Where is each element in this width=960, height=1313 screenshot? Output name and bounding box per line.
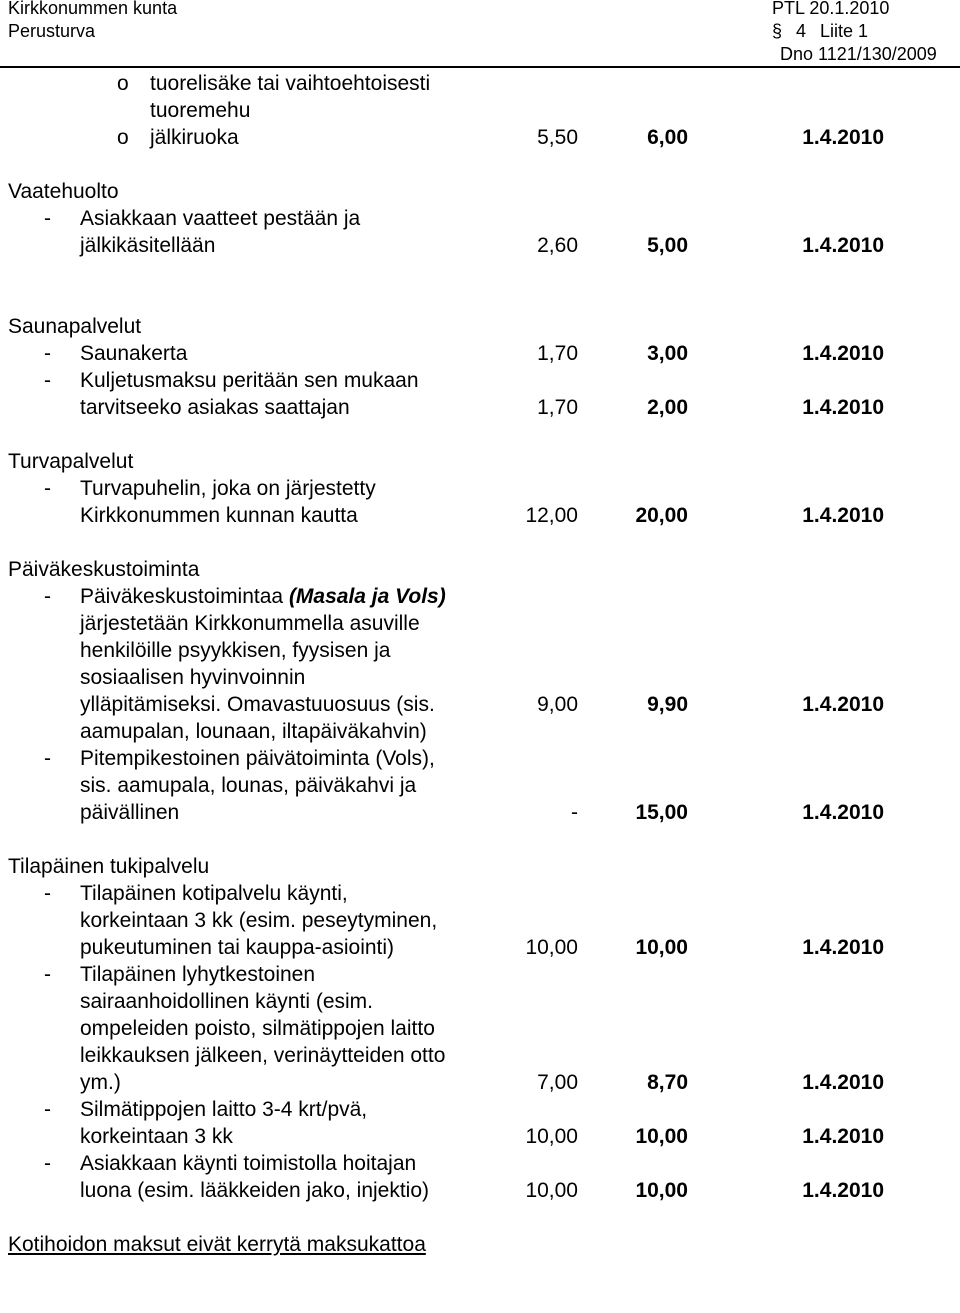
dash-marker: - <box>44 747 51 770</box>
section-symbol: § <box>772 21 783 41</box>
section-title: Vaatehuolto <box>8 180 119 203</box>
item-line: henkilöille psyykkisen, fyysisen ja <box>80 639 391 662</box>
effective-date: 1.4.2010 <box>802 1179 884 1202</box>
item-line: ym.) <box>80 1071 121 1094</box>
new-fee: 6,00 <box>647 126 688 149</box>
item-line: järjestetään Kirkkonummella asuville <box>80 612 420 635</box>
old-fee: 1,70 <box>537 396 578 419</box>
effective-date: 1.4.2010 <box>802 504 884 527</box>
diary-number: Dno 1121/130/2009 <box>780 44 937 64</box>
header-divider <box>0 66 960 68</box>
old-fee: 1,70 <box>537 342 578 365</box>
old-fee: 9,00 <box>537 693 578 716</box>
org-name: Kirkkonummen kunta <box>8 0 178 18</box>
effective-date: 1.4.2010 <box>802 396 884 419</box>
new-fee: 3,00 <box>647 342 688 365</box>
item-line: ylläpitämiseksi. Omavastuuosuus (sis. <box>80 693 435 716</box>
dash-marker: - <box>44 1098 51 1121</box>
old-fee: 10,00 <box>525 1179 578 1202</box>
section-title: Tilapäinen tukipalvelu <box>8 855 210 878</box>
department-name: Perusturva <box>8 21 96 41</box>
meal-item-line: jälkiruoka <box>150 126 239 149</box>
item-line: Tilapäinen kotipalvelu käynti, <box>80 882 348 905</box>
item-line: korkeintaan 3 kk <box>80 1125 233 1148</box>
section-number: 4 <box>796 21 807 41</box>
effective-date: 1.4.2010 <box>802 1125 884 1148</box>
old-fee: 5,50 <box>537 126 578 149</box>
item-line: Saunakerta <box>80 342 188 365</box>
effective-date: 1.4.2010 <box>802 693 884 716</box>
meal-item-line: tuorelisäke tai vaihtoehtoisesti <box>150 72 431 95</box>
item-line: leikkauksen jälkeen, verinäytteiden otto <box>80 1044 446 1067</box>
effective-date: 1.4.2010 <box>802 1071 884 1094</box>
effective-date: 1.4.2010 <box>802 342 884 365</box>
dash-marker: - <box>44 477 51 500</box>
effective-date: 1.4.2010 <box>802 126 884 149</box>
item-line: tarvitseeko asiakas saattajan <box>80 396 350 419</box>
item-line <box>80 583 446 610</box>
attachment-label: Liite 1 <box>820 21 869 41</box>
bullet-marker: o <box>117 72 129 95</box>
item-line: Kuljetusmaksu peritään sen mukaan <box>80 369 419 392</box>
old-fee: 7,00 <box>537 1071 578 1094</box>
item-line: luona (esim. lääkkeiden jako, injektio) <box>80 1179 430 1202</box>
item-line: pukeutuminen tai kauppa-asiointi) <box>80 936 395 959</box>
dash-marker: - <box>44 585 51 608</box>
item-line: Asiakkaan käynti toimistolla hoitajan <box>80 1152 417 1175</box>
effective-date: 1.4.2010 <box>802 936 884 959</box>
effective-date: 1.4.2010 <box>802 234 884 257</box>
item-line: jälkikäsitellään <box>80 234 216 257</box>
new-fee: 5,00 <box>647 234 688 257</box>
old-fee: 10,00 <box>525 936 578 959</box>
old-fee: - <box>571 801 578 824</box>
dash-marker: - <box>44 342 51 365</box>
dash-marker: - <box>44 882 51 905</box>
section-title: Turvapalvelut <box>8 450 134 473</box>
item-line: sairaanhoidollinen käynti (esim. <box>80 990 373 1013</box>
item-line: sosiaalisen hyvinvoinnin <box>80 666 306 689</box>
new-fee: 10,00 <box>635 1125 688 1148</box>
new-fee: 20,00 <box>635 504 688 527</box>
location-emphasis: (Masala ja Vols) <box>288 585 446 608</box>
dash-marker: - <box>44 369 51 392</box>
item-text: Päiväkeskustoimintaa <box>80 585 289 608</box>
item-line: Silmätippojen laitto 3-4 krt/pvä, <box>80 1098 368 1121</box>
bullet-marker: o <box>117 126 129 149</box>
dash-marker: - <box>44 207 51 230</box>
section-title: Saunapalvelut <box>8 315 142 338</box>
meeting-ref: PTL 20.1.2010 <box>772 0 890 18</box>
item-line: aamupalan, lounaan, iltapäiväkahvin) <box>80 720 427 743</box>
item-line: Asiakkaan vaatteet pestään ja <box>80 207 361 230</box>
section-ref <box>772 20 952 43</box>
old-fee: 12,00 <box>525 504 578 527</box>
item-line: Tilapäinen lyhytkestoinen <box>80 963 316 986</box>
old-fee: 10,00 <box>525 1125 578 1148</box>
item-line: korkeintaan 3 kk (esim. peseytyminen, <box>80 909 438 932</box>
page-header <box>8 0 952 64</box>
new-fee: 9,90 <box>647 693 688 716</box>
new-fee: 10,00 <box>635 936 688 959</box>
item-line: Turvapuhelin, joka on järjestetty <box>80 477 376 500</box>
dash-marker: - <box>44 1152 51 1175</box>
item-line: sis. aamupala, lounas, päiväkahvi ja <box>80 774 417 797</box>
item-line: ompeleiden poisto, silmätippojen laitto <box>80 1017 435 1040</box>
meal-item-line: tuoremehu <box>150 99 251 122</box>
dash-marker: - <box>44 963 51 986</box>
item-line: Pitempikestoinen päivätoiminta (Vols), <box>80 747 435 770</box>
new-fee: 8,70 <box>647 1071 688 1094</box>
item-line: Kirkkonummen kunnan kautta <box>80 504 358 527</box>
item-line: päivällinen <box>80 801 180 824</box>
new-fee: 10,00 <box>635 1179 688 1202</box>
old-fee: 2,60 <box>537 234 578 257</box>
section-title: Päiväkeskustoiminta <box>8 558 200 581</box>
effective-date: 1.4.2010 <box>802 801 884 824</box>
new-fee: 2,00 <box>647 396 688 419</box>
footer-note: Kotihoidon maksut eivät kerrytä maksukattoa <box>8 1233 426 1256</box>
new-fee: 15,00 <box>635 801 688 824</box>
